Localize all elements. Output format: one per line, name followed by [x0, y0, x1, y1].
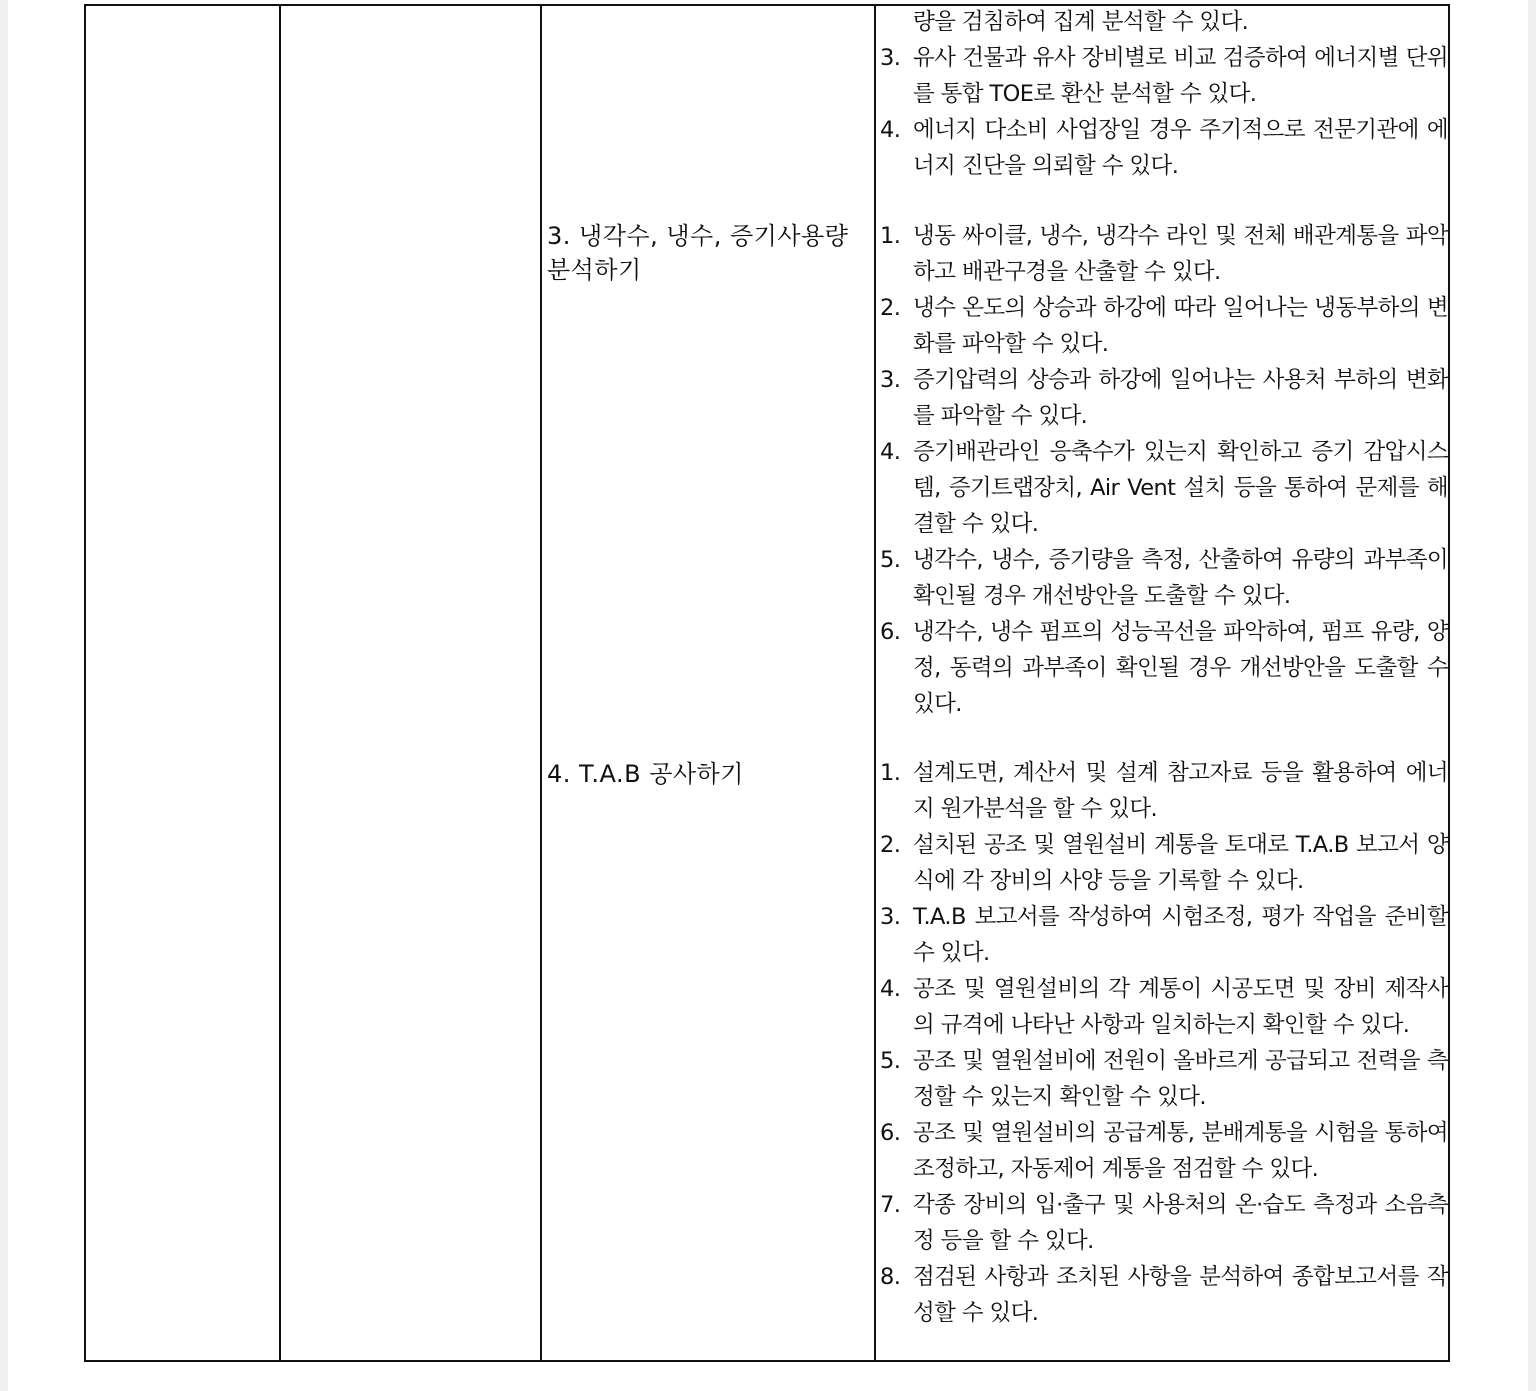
continued-criteria-list	[880, 40, 1448, 184]
criteria-number: 5.	[880, 547, 901, 573]
criteria-item	[880, 362, 1448, 434]
criteria-text: 공조 및 열원설비의 공급계통, 분배계통을 시험을 통하여 조정하고, 자동제어 계통을 점검할 수 있다.	[913, 1120, 1448, 1182]
criteria-number: 4.	[880, 439, 901, 465]
criteria-text: 증기압력의 상승과 하강에 일어나는 사용처 부하의 변화를 파악할 수 있다.	[913, 367, 1448, 429]
column-divider-1	[279, 4, 281, 1362]
criteria-text: 증기배관라인 응축수가 있는지 확인하고 증기 감압시스템, 증기트랩장치, Air Vent 설치 등을 통하여 문제를 해결할 수 있다.	[913, 439, 1448, 537]
criteria-item	[880, 1187, 1448, 1259]
criteria-number: 5.	[880, 1048, 901, 1074]
criteria-item	[880, 1259, 1448, 1331]
criteria-text: 에너지 다소비 사업장일 경우 주기적으로 전문기관에 에너지 진단을 의뢰할 수 있다.	[913, 117, 1448, 179]
criteria-item	[880, 1043, 1448, 1115]
criteria-text: 설치된 공조 및 열원설비 계통을 토대로 T.A.B 보고서 양식에 각 장비의 사양 등을 기록할 수 있다.	[913, 832, 1448, 894]
criteria-number: 3.	[880, 367, 901, 393]
criteria-number: 8.	[880, 1264, 901, 1290]
criteria-item	[880, 971, 1448, 1043]
continued-line: 량을 검침하여 집계 분석할 수 있다.	[913, 9, 1249, 35]
unit-name: 4. T.A.B 공사하기	[547, 760, 744, 788]
criteria-item	[880, 899, 1448, 971]
criteria-text: 냉수 온도의 상승과 하강에 따라 일어나는 냉동부하의 변화를 파악할 수 있다.	[913, 295, 1448, 357]
column-divider-3	[874, 4, 876, 1362]
criteria-item	[880, 542, 1448, 614]
criteria-text: 유사 건물과 유사 장비별로 비교 검증하여 에너지별 단위를 통합 TOE로 환산 분석할 수 있다.	[913, 45, 1448, 107]
criteria-number: 2.	[880, 295, 901, 321]
unit-name: 3. 냉각수, 냉수, 증기사용량 분석하기	[547, 222, 849, 284]
criteria-item	[880, 614, 1448, 722]
criteria-text: 냉동 싸이클, 냉수, 냉각수 라인 및 전체 배관계통을 파악하고 배관구경을 산출할 수 있다.	[913, 223, 1448, 285]
criteria-number: 6.	[880, 1120, 901, 1146]
criteria-text: 공조 및 열원설비에 전원이 올바르게 공급되고 전력을 측정할 수 있는지 확인할 수 있다.	[913, 1048, 1448, 1110]
criteria-item	[880, 1115, 1448, 1187]
criteria-number: 6.	[880, 619, 901, 645]
criteria-text: 냉각수, 냉수, 증기량을 측정, 산출하여 유량의 과부족이 확인될 경우 개선방안을 도출할 수 있다.	[913, 547, 1448, 609]
performance-criteria-list	[880, 218, 1448, 722]
criteria-number: 3.	[880, 904, 901, 930]
criteria-item	[880, 755, 1448, 827]
criteria-number: 4.	[880, 976, 901, 1002]
criteria-text: 각종 장비의 입·출구 및 사용처의 온·습도 측정과 소음측정 등을 할 수 있다.	[913, 1192, 1448, 1254]
criteria-number: 2.	[880, 832, 901, 858]
criteria-number: 7.	[880, 1192, 901, 1218]
criteria-number: 3.	[880, 45, 901, 71]
criteria-item	[880, 434, 1448, 542]
column-divider-2	[540, 4, 542, 1362]
criteria-number: 4.	[880, 117, 901, 143]
criteria-text: 공조 및 열원설비의 각 계통이 시공도면 및 장비 제작사의 규격에 나타난 사항과 일치하는지 확인할 수 있다.	[913, 976, 1448, 1038]
criteria-item	[880, 218, 1448, 290]
criteria-item	[880, 827, 1448, 899]
criteria-item	[880, 40, 1448, 112]
criteria-number: 1.	[880, 223, 901, 249]
performance-criteria-list	[880, 755, 1448, 1331]
criteria-item	[880, 290, 1448, 362]
criteria-text: 점검된 사항과 조치된 사항을 분석하여 종합보고서를 작성할 수 있다.	[913, 1264, 1448, 1326]
criteria-text: 냉각수, 냉수 펌프의 성능곡선을 파악하여, 펌프 유량, 양정, 동력의 과부족이 확인될 경우 개선방안을 도출할 수 있다.	[913, 619, 1448, 717]
criteria-number: 1.	[880, 760, 901, 786]
criteria-item	[880, 112, 1448, 184]
criteria-text: 설계도면, 계산서 및 설계 참고자료 등을 활용하여 에너지 원가분석을 할 수 있다.	[913, 760, 1448, 822]
criteria-text: T.A.B 보고서를 작성하여 시험조정, 평가 작업을 준비할 수 있다.	[913, 904, 1448, 966]
